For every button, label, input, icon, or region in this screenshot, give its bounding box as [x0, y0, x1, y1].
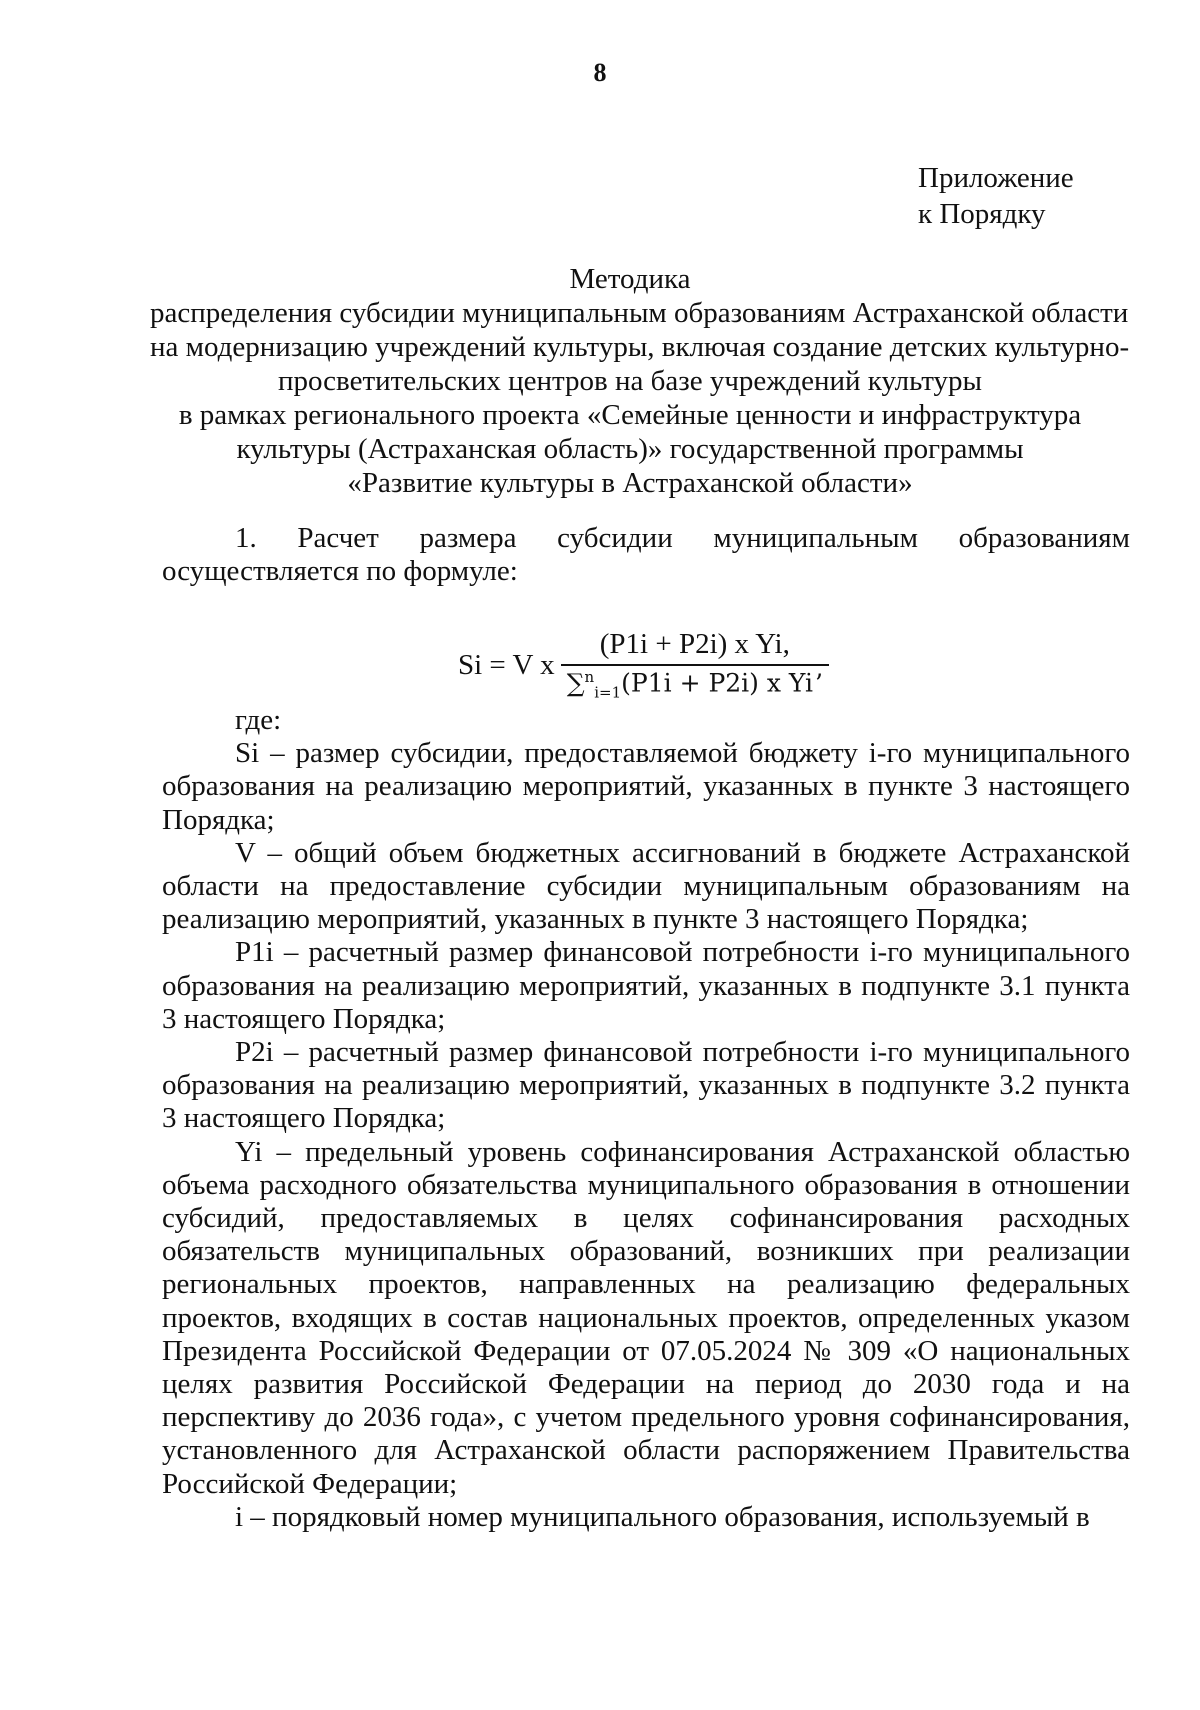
formula-denominator [561, 664, 829, 701]
title-line: в рамках регионального проекта «Семейные ценности и инфраструктура [178, 399, 1082, 431]
definition-si: Si – размер субсидии, предоставляемой бюджету i-го муниципального образования на реализацию мероприятий, указанных в пункте 3 настоящего Порядка; [162, 737, 1130, 836]
title-line: просветительских центров на базе учреждений культуры [277, 365, 983, 397]
title-line: «Развитие культуры в Астраханской области» [347, 467, 913, 499]
sum-upper-limit: n [584, 668, 595, 687]
sum-lower-limit: i=1 [594, 683, 622, 702]
sum-symbol: ∑ [566, 668, 585, 698]
page-number: 8 [593, 58, 607, 87]
definition-i: i – порядковый номер муниципального образования, используемый в [235, 1500, 1090, 1533]
title-line: распределения субсидии муниципальным образованиям Астраханской области [150, 297, 1129, 329]
definitions-intro: где: [235, 704, 282, 736]
title-line: культуры (Астраханская область)» государственной программы [236, 433, 1024, 465]
definition-p2i: P2i – расчетный размер финансовой потребности i-го муниципального образования на реализацию мероприятий, указанных в подпункте 3.2 пункта 3 настоящего Порядка; [162, 1036, 1130, 1135]
paragraph-text: 1. Расчет размера субсидии муниципальным образованиям осуществляется по формуле: [162, 522, 1130, 588]
paragraph-1 [162, 522, 1130, 588]
formula-fraction [561, 628, 829, 701]
definition-yi: Yi – предельный уровень софинансирования Астраханской областью объема расходного обязательства муниципального образования в отношении субсидий, предоставляемых в целях софинансирования расходных обязательств муниципальных образований, возникших при реализации региональных проектов, направленных на реализацию федеральных проектов, входящих в состав национальных проектов, определенных указом Президента Российской Федерации от 07.05.2024 № 309 «О национальных целях развития Российской Федерации на период до 2030 года и на перспективу до 2036 года», с учетом предельного уровня софинансирования, установленного для Астраханской области распоряжением Правительства Российской Федерации; [162, 1135, 1130, 1500]
appendix-line-1: Приложение [918, 162, 1074, 194]
title-heading: Методика [569, 263, 691, 295]
definition-p1i: P1i – расчетный размер финансовой потребности i-го муниципального образования на реализацию мероприятий, указанных в подпункте 3.1 пункта 3 настоящего Порядка; [162, 936, 1130, 1035]
formula-lhs: Si = V x [458, 648, 555, 681]
subsidy-formula [458, 625, 829, 705]
definitions [162, 704, 1130, 1534]
formula-trailing-mark: ’ [815, 668, 823, 698]
document-title [150, 262, 1130, 500]
denominator-expression: (P1i + P2i) x Yi [621, 668, 813, 698]
appendix-label [918, 160, 1074, 232]
definition-v: V – общий объем бюджетных ассигнований в бюджете Астраханской области на предоставление субсидии муниципальным образованиям на реализацию мероприятий, указанных в пункте 3 настоящего Порядка; [162, 836, 1130, 936]
formula-numerator: (P1i + P2i) x Yi, [599, 628, 790, 661]
appendix-line-2: к Порядку [918, 198, 1046, 230]
title-line: на модернизацию учреждений культуры, включая создание детских культурно- [150, 331, 1130, 363]
